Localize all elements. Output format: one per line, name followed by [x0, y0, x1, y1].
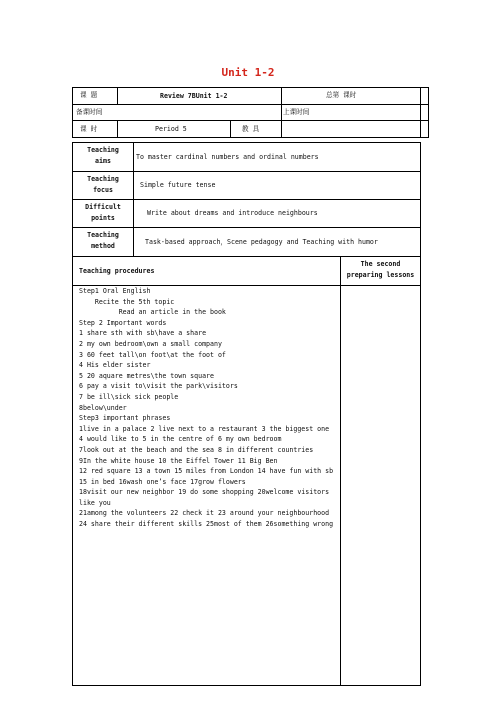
list-item: 3 60 feet tall\on foot\at the foot of: [79, 350, 226, 359]
list-item: 6 pay a visit to\visit the park\visitors: [79, 382, 238, 391]
list-item: Step 2 Important words: [79, 318, 167, 327]
list-item: 8below\under: [79, 403, 127, 412]
list-item: 2 my own bedroom\own a small company: [79, 339, 222, 348]
method-label: Teaching method: [87, 231, 119, 250]
list-item: 7look out at the beach and the sea 8 in different countries: [79, 445, 314, 454]
list-item: 9In the white house 10 the Eiffel Tower 11 Big Ben: [79, 456, 278, 465]
list-item: 21among the volunteers 22 check it 23 around your neighbourhood: [79, 509, 330, 518]
topic-value: Review 7BUnit 1-2: [160, 92, 228, 100]
list-item: 5 20 aquare metres\the town square: [79, 371, 214, 380]
page-title: Unit 1-2: [221, 66, 275, 79]
list-item: 1live in a palace 2 live next to a restaurant 3 the biggest one: [79, 424, 330, 433]
difficult-label: Difficult points: [85, 203, 121, 222]
list-item: Step3 important phrases: [79, 414, 171, 423]
list-item: 7 be ill\sick sick people: [79, 392, 179, 401]
period-value: Period 5: [155, 125, 187, 133]
list-item: Recite the 5th topic: [79, 297, 175, 306]
period-label: 课 时: [80, 125, 98, 133]
list-item: 1 share sth with sb\have a share: [79, 329, 207, 338]
procedure-content: [79, 286, 341, 530]
focus-value: Simple future tense: [140, 181, 216, 189]
list-item: 4 His elder sister: [79, 361, 151, 370]
aims-value: To master cardinal numbers and ordinal numbers: [136, 153, 319, 161]
prep-time-label: 备课时间: [76, 108, 103, 116]
method-value: Task-based approach，Scene pedagogy and Teaching with humor: [145, 238, 378, 246]
list-item: 18visit our new neighbor 19 do some shopping 20welcome visitors like you: [79, 488, 330, 507]
list-item: 24 share their different skills 25most of them 26something wrong: [79, 520, 334, 529]
topic-label: 课 题: [80, 91, 98, 99]
list-item: 15 in bed 16wash one’s face 17grow flowers: [79, 477, 246, 486]
list-item: 4 would like to 5 in the centre of 6 my own bedroom: [79, 435, 282, 444]
aims-label: Teaching aims: [87, 146, 119, 165]
focus-label: Teaching focus: [87, 175, 119, 194]
list-item: Step1 Oral English: [79, 287, 151, 295]
total-period-label: 总第 课时: [326, 91, 357, 99]
second-preparing-header: The second preparing lessons: [346, 260, 415, 279]
procedures-header: Teaching procedures: [79, 267, 155, 275]
class-time-label: 上课时间: [283, 108, 310, 116]
list-item: 12 red square 13 a town 15 miles from London 14 have fun with sb: [79, 467, 334, 476]
difficult-value: Write about dreams and introduce neighbours: [147, 209, 318, 217]
materials-label: 教 具: [242, 125, 260, 133]
list-item: Read an article in the book: [79, 308, 226, 317]
